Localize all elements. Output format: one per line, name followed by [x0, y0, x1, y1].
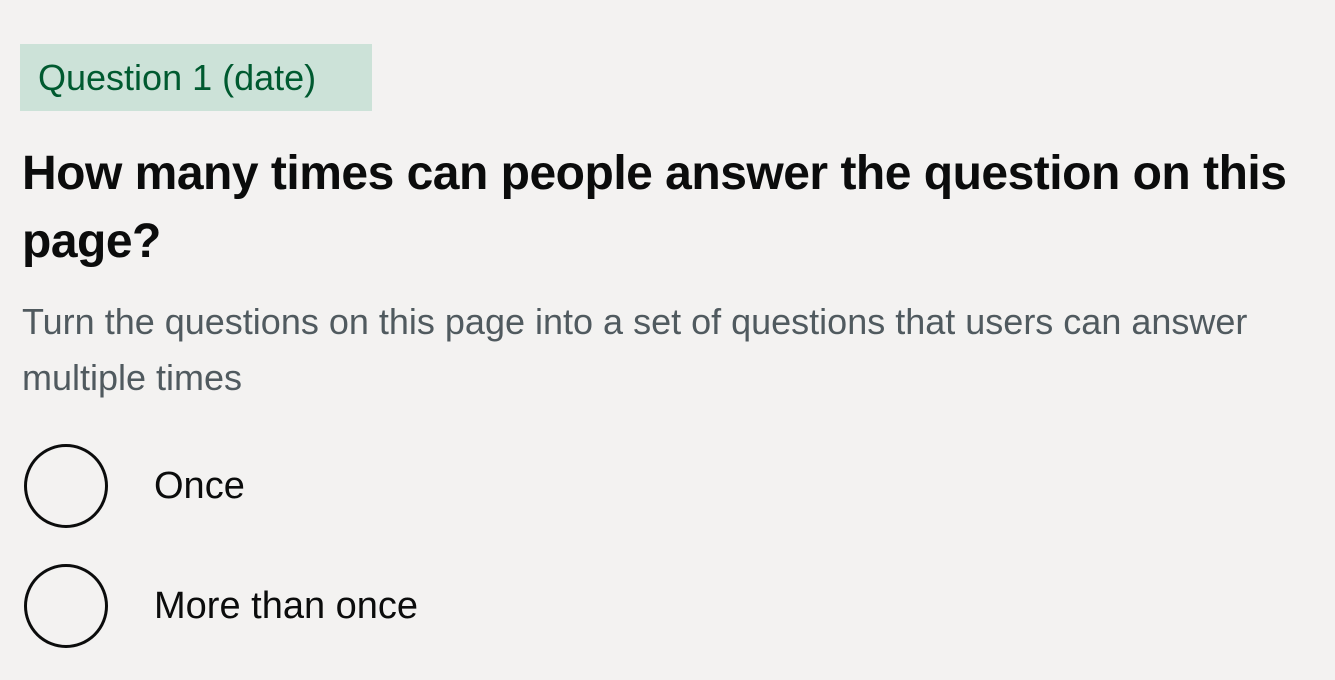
question-tag: Question 1 (date) — [20, 44, 372, 111]
answer-options — [24, 440, 724, 680]
option-more-than-once-label[interactable]: More than once — [154, 585, 419, 627]
radio-button-once[interactable] — [24, 444, 108, 528]
option-more-than-once[interactable] — [24, 560, 724, 652]
question-hint: Turn the questions on this page into a set of questions that users can answer multiple times — [22, 301, 1248, 398]
option-once-label[interactable]: Once — [154, 465, 245, 507]
question-heading: How many times can people answer the question on this page? — [22, 147, 1287, 268]
option-once[interactable] — [24, 440, 724, 532]
radio-button-more-than-once[interactable] — [24, 564, 108, 648]
